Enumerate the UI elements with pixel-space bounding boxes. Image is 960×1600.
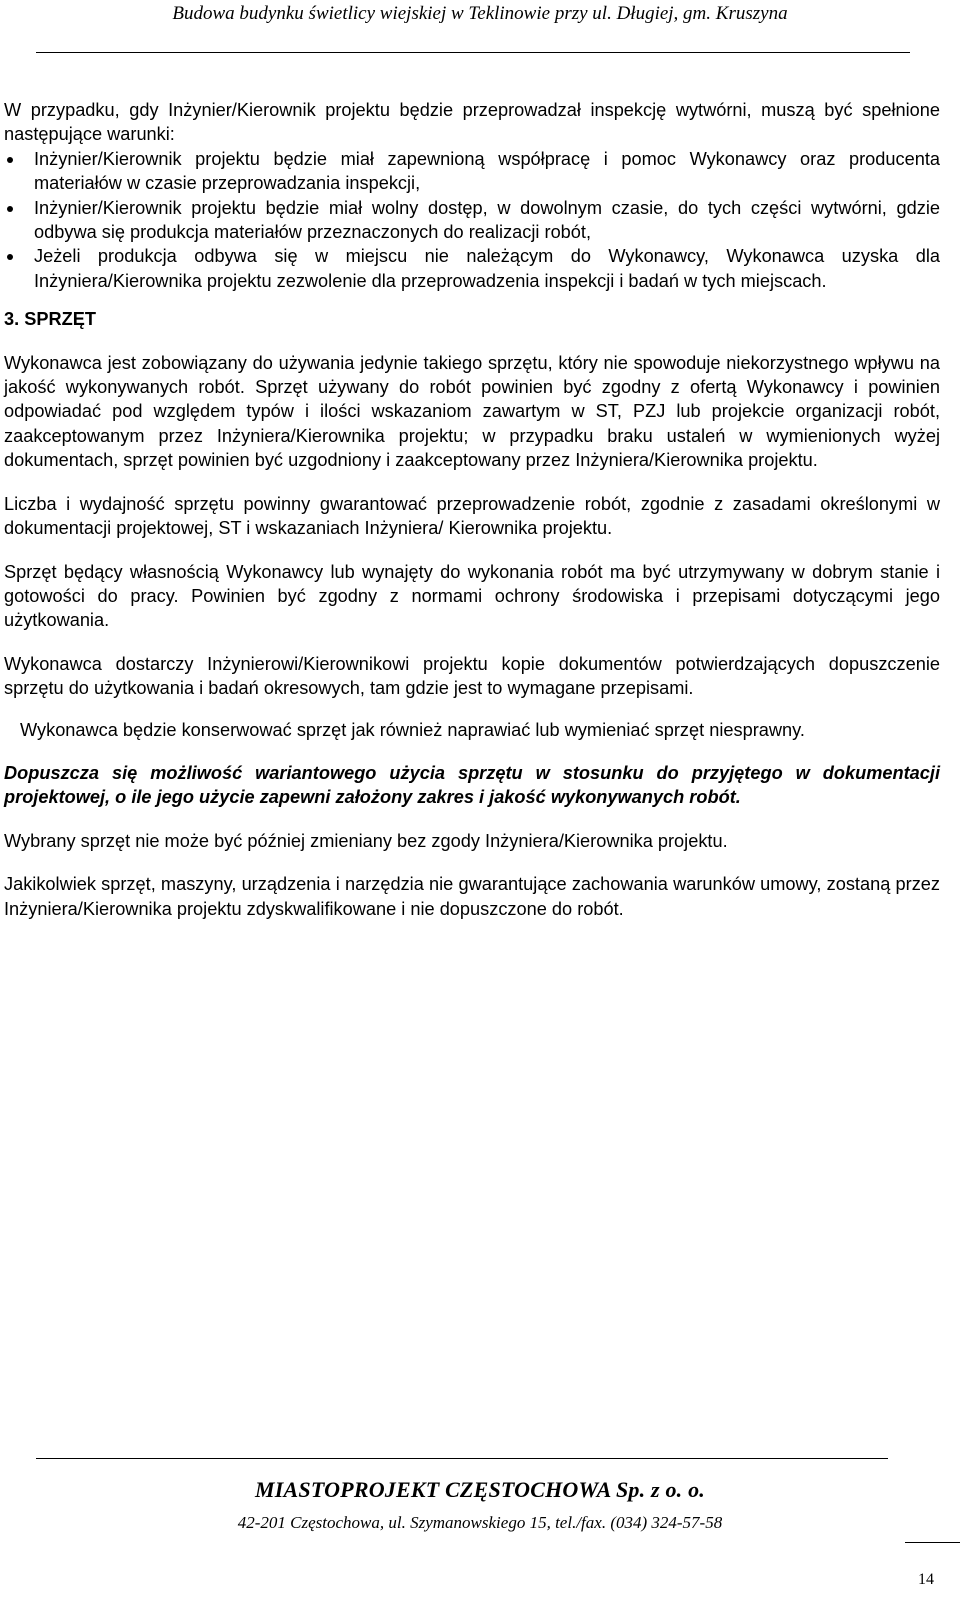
conditions-list	[4, 147, 940, 293]
paragraph: Wykonawca będzie konserwować sprzęt jak również naprawiać lub wymieniać sprzęt niesprawny.	[20, 719, 805, 740]
page-number-divider	[905, 1542, 960, 1543]
header-divider	[36, 52, 910, 53]
bullet-icon	[7, 157, 13, 163]
footer-company: MIASTOPROJEKT CZĘSTOCHOWA Sp. z o. o.	[255, 1477, 705, 1502]
list-item	[4, 244, 940, 293]
paragraph: Wykonawca jest zobowiązany do używania jedynie takiego sprzętu, który nie spowoduje niekorzystnego wpływu na jakość wykonywanych robót. Sprzęt używany do robót powinien być zgodny z ofertą Wykonawcy i powinien odpowiadać pod względem typów i ilości wskazaniom zawartym w ST, PZJ lub projekcie organizacji robót, zaakceptowanym przez Inżyniera/Kierownika projektu; w przypadku braku ustaleń w wymienionych wyżej dokumentach, sprzęt powinien być uzgodniony i zaakceptowany przez Inżyniera/Kierownika projektu.	[4, 352, 940, 471]
paragraph: Jakikolwiek sprzęt, maszyny, urządzenia i narzędzia nie gwarantujące zachowania warunków umowy, zostaną przez Inżyniera/Kierownika projektu zdyskwalifikowane i nie dopuszczone do robót.	[4, 874, 940, 919]
emphasized-paragraph: Dopuszcza się możliwość wariantowego użycia sprzętu w stosunku do przyjętego w dokumentacji projektowej, o ile jego użycie zapewni założony zakres i jakość wykonywanych robót.	[4, 762, 940, 808]
page-number: 14	[918, 1571, 934, 1588]
list-item	[4, 147, 940, 196]
list-item-text: Jeżeli produkcja odbywa się w miejscu nie należącym do Wykonawcy, Wykonawca uzyska dla Inżyniera/Kierownika projektu zezwolenie dla przeprowadzenia inspekcji i badań w tych miejscach.	[34, 246, 940, 291]
document-body	[4, 98, 940, 921]
paragraph: Sprzęt będący własnością Wykonawcy lub wynajęty do wykonania robót ma być utrzymywany w dobrym stanie i gotowości do pracy. Powinien być zgodny z normami ochrony środowiska i przepisami dotyczącymi jego użytkowania.	[4, 561, 940, 631]
list-item	[4, 196, 940, 245]
running-header: Budowa budynku świetlicy wiejskiej w Teklinowie przy ul. Długiej, gm. Kruszyna	[172, 3, 788, 24]
footer-address: 42-201 Częstochowa, ul. Szymanowskiego 15, tel./fax. (034) 324-57-58	[237, 1513, 723, 1532]
paragraph: Wykonawca dostarczy Inżynierowi/Kierownikowi projektu kopie dokumentów potwierdzających dopuszczenie sprzętu do użytkowania i badań okresowych, tam gdzie jest to wymagane przepisami.	[4, 653, 940, 699]
paragraph: Liczba i wydajność sprzętu powinny gwarantować przeprowadzenie robót, zgodnie z zasadami określonymi w dokumentacji projektowej, ST i wskazaniach Inżyniera/ Kierownika projektu.	[4, 493, 940, 539]
list-item-text: Inżynier/Kierownik projektu będzie miał zapewnioną współpracę i pomoc Wykonawcy oraz producenta materiałów w czasie przeprowadzania inspekcji,	[34, 148, 940, 194]
section-heading: 3. SPRZĘT	[4, 309, 96, 330]
footer-divider	[36, 1458, 888, 1459]
bullet-icon	[7, 254, 13, 260]
list-item-text: Inżynier/Kierownik projektu będzie miał wolny dostęp, w dowolnym czasie, do tych części wytwórni, gdzie odbywa się produkcja materiałów przeznaczonych do realizacji robót,	[34, 197, 940, 243]
bullet-icon	[7, 206, 13, 212]
intro-paragraph: W przypadku, gdy Inżynier/Kierownik projektu będzie przeprowadzał inspekcję wytwórni, muszą być spełnione następujące warunki:	[4, 100, 940, 145]
paragraph: Wybrany sprzęt nie może być później zmieniany bez zgody Inżyniera/Kierownika projektu.	[4, 830, 728, 851]
